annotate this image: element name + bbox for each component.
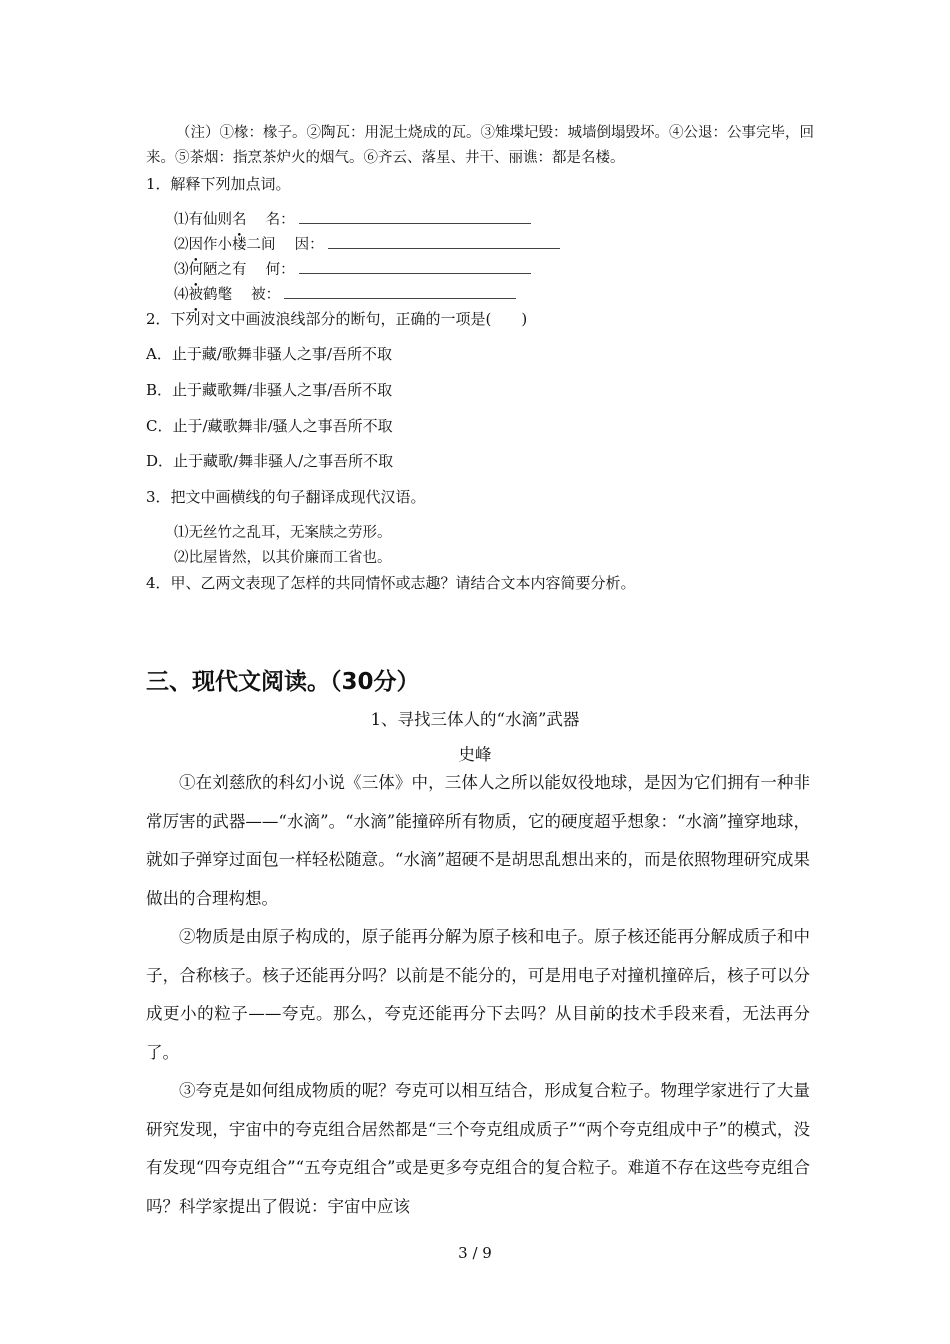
question-2-stem: 2．下列对文中画波浪线部分的断句，正确的一项是( ) bbox=[146, 310, 528, 328]
q1-item-1: ⑴有仙则名 名： bbox=[174, 208, 531, 229]
article-title: 1、寻找三体人的“水滴”武器 bbox=[370, 710, 580, 729]
dotted-char: 目 • bbox=[572, 1004, 589, 1023]
answer-blank[interactable] bbox=[284, 284, 516, 299]
q1-item-2: ⑵因作小楼二间 因： bbox=[174, 233, 560, 254]
article-paragraph-2: ②物质是由原子构成的，原子能再分解为原子核和电子。原子核还能再分解成质子和中子，合称核子。核子还能再分吗？以前是不能分的，可是用电子对撞机撞碎后，核子可以分成更小的粒子——夸克。那么，夸克还能再分下去吗？从目 •前 •的技术手段来看，无法再分了。 bbox=[146, 918, 810, 1072]
section-title: 三、现代文阅读。（30分） bbox=[146, 669, 420, 695]
q2-option-a: A．止于藏/歌舞非骚人之事/吾所不取 bbox=[146, 345, 392, 363]
article-author: 史峰 bbox=[458, 745, 492, 764]
q2-option-d: D．止于藏歌/舞非骚人/之事吾所不取 bbox=[146, 452, 394, 470]
article-paragraph-1: ①在刘慈欣的科幻小说《三体》中，三体人之所以能奴役地球，是因为它们拥有一种非常厉害的武器——“水滴”。“水滴”能撞碎所有物质，它的硬度超乎想象：“水滴”撞穿地球，就如子弹穿过面包一样轻松随意。“水滴”超硬不是胡思乱想出来的，而是依照物理研究成果做出的合理构想。 bbox=[146, 773, 810, 908]
q2-option-b: B．止于藏歌舞/非骚人之事/吾所不取 bbox=[146, 381, 393, 399]
question-4-stem: 4．甲、乙两文表现了怎样的共同情怀或志趣？请结合文本内容简要分析。 bbox=[146, 574, 636, 592]
article-paragraph-3: ③夸克是如何组成物质的呢？夸克可以相互结合，形成复合粒子。物理学家进行了大量研究发现，宇宙中的夸克组合居然都是“三个夸克组成质子”“两个夸克组成中子”的模式，没有发现“四夸克组合”“五夸克组合”或是更多夸克组合的复合粒子。难道不存在这些夸克组合吗？科学家提出了假说：宇宙中应该 bbox=[146, 1081, 810, 1216]
answer-blank[interactable] bbox=[299, 259, 531, 274]
q1-item-3: ⑶何陋之有 何： bbox=[174, 258, 531, 279]
dotted-char: 何 bbox=[188, 262, 203, 278]
q2-option-c: C．止于/藏歌舞非/骚人之事吾所不取 bbox=[146, 417, 393, 435]
q3-item-2: ⑵比屋皆然，以其价廉而工省也。 bbox=[174, 550, 392, 566]
dotted-char: 被 bbox=[188, 287, 203, 303]
question-3-stem: 3．把文中画横线的句子翻译成现代汉语。 bbox=[146, 488, 426, 506]
dotted-char: 前 • bbox=[589, 1004, 606, 1023]
q1-item-4: ⑷被鹤氅 被： bbox=[174, 283, 516, 304]
dotted-char: 名 bbox=[232, 212, 247, 228]
dotted-char: 因 bbox=[188, 237, 203, 253]
answer-blank[interactable] bbox=[299, 209, 531, 224]
page-number: 3 / 9 bbox=[458, 1244, 492, 1262]
answer-blank[interactable] bbox=[328, 234, 560, 249]
q3-item-1: ⑴无丝竹之乱耳，无案牍之劳形。 bbox=[174, 525, 392, 541]
question-1-stem: 1．解释下列加点词。 bbox=[146, 175, 291, 193]
annotation-note: （注）①椽：椽子。②陶瓦：用泥土烧成的瓦。③雉堞圮毁：城墙倒塌毁坏。④公退：公事完毕，回来。⑤茶烟：指烹茶炉火的烟气。⑥齐云、落星、井干、丽谯：都是名楼。 bbox=[146, 125, 814, 166]
